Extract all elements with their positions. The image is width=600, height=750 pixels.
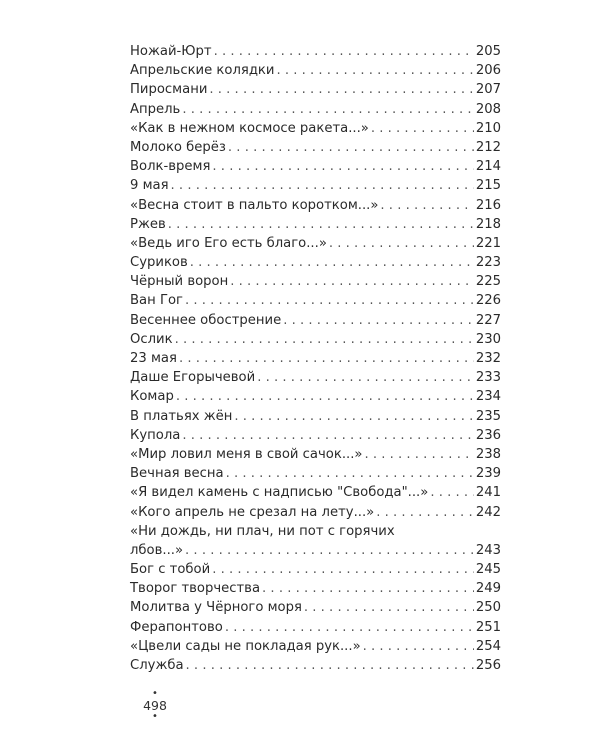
toc-entry-title: Ржев xyxy=(130,216,166,232)
toc-entry-title: «Ведь иго Его есть благо...» xyxy=(130,235,327,251)
toc-entry-title: 9 мая xyxy=(130,178,169,194)
toc-entry xyxy=(130,138,501,157)
toc-entry xyxy=(130,80,501,99)
toc-entry-page: 241 xyxy=(475,485,501,501)
dot-leader xyxy=(364,445,473,464)
toc-entry xyxy=(130,176,501,195)
toc-entry-title: Апрель xyxy=(130,101,181,117)
dot-leader xyxy=(329,234,474,253)
toc-entry-title: Чёрный ворон xyxy=(130,274,229,290)
dot-leader xyxy=(230,272,474,291)
toc-entry-page: 250 xyxy=(475,600,501,616)
dot-leader xyxy=(304,598,474,617)
toc-entry-title-cont: лбов...» xyxy=(130,542,184,558)
page-number xyxy=(140,690,170,721)
toc-entry xyxy=(130,368,501,387)
toc-entry-page: 216 xyxy=(475,197,501,213)
dot-leader xyxy=(185,291,474,310)
dot-leader xyxy=(283,311,474,330)
toc-entry xyxy=(130,618,501,637)
folio-dot-top: • xyxy=(152,688,158,699)
toc-entry xyxy=(130,483,501,502)
toc-entry-title: Бог с тобой xyxy=(130,562,211,578)
toc-entry xyxy=(130,637,501,656)
toc-entry xyxy=(130,503,501,522)
toc-entry xyxy=(130,42,501,61)
toc-entry xyxy=(130,311,501,330)
toc-entry xyxy=(130,330,501,349)
toc-entry xyxy=(130,579,501,598)
toc-entry xyxy=(130,464,501,483)
dot-leader xyxy=(214,42,474,61)
toc-entry-title: 23 мая xyxy=(130,351,177,366)
toc-entry xyxy=(130,196,501,215)
toc-entry-page: 225 xyxy=(475,274,501,290)
toc-entry-title: «Весна стоит в пальто коротком...» xyxy=(130,197,379,213)
toc-entry-page: 214 xyxy=(475,159,501,175)
dot-leader xyxy=(212,560,474,579)
table-of-contents xyxy=(130,42,501,675)
toc-entry-title: В платьях жён xyxy=(130,408,233,424)
toc-entry-title: Суриков xyxy=(130,255,188,271)
toc-entry xyxy=(130,407,501,426)
toc-entry-page: 232 xyxy=(475,351,501,366)
dot-leader xyxy=(185,541,474,560)
toc-entry-title: Весеннее обострение xyxy=(130,312,282,328)
toc-entry-page: 208 xyxy=(475,101,501,117)
toc-entry-page: 238 xyxy=(475,446,501,462)
toc-entry-page: 221 xyxy=(475,235,501,251)
toc-entry-page: 239 xyxy=(475,466,501,482)
toc-entry xyxy=(130,100,501,119)
dot-leader xyxy=(176,387,474,406)
page-number-text: 498 xyxy=(143,698,167,713)
toc-entry-title: «Цвели сады не покладая рук...» xyxy=(130,638,361,654)
toc-entry-page: 243 xyxy=(475,542,501,558)
toc-entry-title: Купола xyxy=(130,427,181,443)
dot-leader xyxy=(376,503,474,522)
toc-entry-page: 230 xyxy=(475,331,501,347)
toc-entry-page: 251 xyxy=(475,619,501,635)
toc-entry xyxy=(130,598,501,617)
toc-entry-continuation xyxy=(130,541,501,560)
toc-entry xyxy=(130,522,501,541)
toc-entry-page: 254 xyxy=(475,638,501,654)
toc-entry-title: Даше Егорычевой xyxy=(130,370,256,386)
toc-entry-page: 245 xyxy=(475,562,501,578)
toc-entry xyxy=(130,445,501,464)
toc-entry-title: «Как в нежном космосе ракета...» xyxy=(130,120,369,136)
toc-entry-title: «Мир ловил меня в свой сачок...» xyxy=(130,446,363,462)
toc-entry-title: «Я видел камень с надписью "Свобода"...» xyxy=(130,485,429,501)
toc-entry xyxy=(130,234,501,253)
toc-entry-page: 227 xyxy=(475,312,501,328)
toc-entry-title: Молоко берёз xyxy=(130,139,226,155)
dot-leader xyxy=(182,426,473,445)
dot-leader xyxy=(225,618,474,637)
toc-entry-page: 235 xyxy=(475,408,501,424)
toc-entry-page: 242 xyxy=(475,504,501,520)
toc-entry-title: Ферапонтово xyxy=(130,619,223,635)
dot-leader xyxy=(190,253,474,272)
toc-entry-title: Ножай-Юрт xyxy=(130,44,212,59)
dot-leader xyxy=(228,138,474,157)
dot-leader xyxy=(212,157,473,176)
toc-entry-page: 256 xyxy=(475,658,501,673)
toc-entry xyxy=(130,157,501,176)
toc-entry-title: «Ни дождь, ни плач, ни пот с горячих xyxy=(130,523,395,539)
toc-entry xyxy=(130,215,501,234)
toc-entry-page: 212 xyxy=(475,139,501,155)
toc-entry xyxy=(130,272,501,291)
toc-entry-title: Ван Гог xyxy=(130,293,183,309)
dot-leader xyxy=(430,483,474,502)
toc-entry-page: 210 xyxy=(475,120,501,136)
toc-entry-title: «Кого апрель не срезал на лету...» xyxy=(130,504,375,520)
toc-entry-title: Творог творчества xyxy=(130,581,261,597)
toc-entry-page: 206 xyxy=(475,63,501,79)
toc-entry-page: 223 xyxy=(475,255,501,271)
toc-entry-page: 218 xyxy=(475,216,501,232)
dot-leader xyxy=(276,61,473,80)
toc-entry xyxy=(130,426,501,445)
dot-leader xyxy=(262,579,474,598)
toc-entry-title: Вечная весна xyxy=(130,466,224,482)
dot-leader xyxy=(168,215,474,234)
toc-entry-title: Служба xyxy=(130,658,184,673)
toc-entry-title: Ослик xyxy=(130,331,173,347)
toc-entry-page: 233 xyxy=(475,370,501,386)
toc-entry-page: 207 xyxy=(475,82,501,98)
dot-leader xyxy=(209,80,473,99)
toc-entry-title: Волк-время xyxy=(130,159,211,175)
dot-leader xyxy=(226,464,474,483)
toc-entry-title: Апрельские колядки xyxy=(130,63,275,79)
folio-dot-bottom: • xyxy=(152,711,158,722)
toc-entry-title: Комар xyxy=(130,389,174,405)
dot-leader xyxy=(371,119,474,138)
dot-leader xyxy=(182,100,473,119)
toc-entry-title: Молитва у Чёрного моря xyxy=(130,600,302,616)
dot-leader xyxy=(234,407,473,426)
toc-entry xyxy=(130,349,501,368)
toc-entry-page: 215 xyxy=(475,178,501,194)
dot-leader xyxy=(380,196,473,215)
toc-entry xyxy=(130,656,501,675)
toc-entry-page: 236 xyxy=(475,427,501,443)
dot-leader xyxy=(186,656,474,675)
dot-leader xyxy=(363,637,474,656)
toc-entry-page: 226 xyxy=(475,293,501,309)
toc-entry-page: 234 xyxy=(475,389,501,405)
dot-leader xyxy=(171,176,474,195)
toc-entry xyxy=(130,560,501,579)
toc-entry xyxy=(130,61,501,80)
toc-entry-title: Пиросмани xyxy=(130,82,208,98)
dot-leader xyxy=(179,349,474,368)
toc-entry-page: 249 xyxy=(475,581,501,597)
toc-entry xyxy=(130,291,501,310)
toc-entry xyxy=(130,387,501,406)
dot-leader xyxy=(257,368,474,387)
dot-leader xyxy=(175,330,474,349)
toc-entry xyxy=(130,253,501,272)
toc-entry xyxy=(130,119,501,138)
toc-entry-page: 205 xyxy=(475,44,501,59)
